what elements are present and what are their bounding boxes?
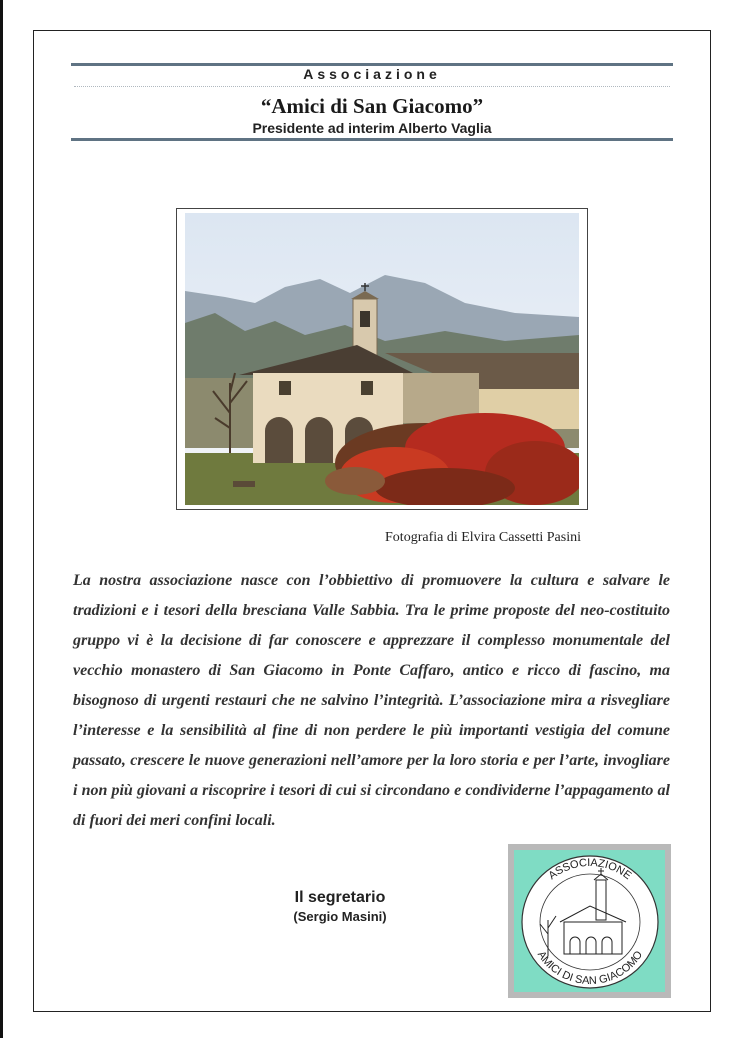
association-name: “Amici di San Giacomo” xyxy=(260,94,484,118)
signature-title: Il segretario xyxy=(294,889,386,906)
header-dotted-rule xyxy=(74,86,670,87)
signature-name: (Sergio Masini) xyxy=(293,909,387,924)
photo-caption: Fotografia di Elvira Cassetti Pasini xyxy=(385,530,581,545)
logo-bottom-text: AMICI DI SAN GIACOMO xyxy=(534,949,646,988)
header-bottom-rule xyxy=(71,138,673,141)
church-photo xyxy=(185,213,579,505)
page-left-edge xyxy=(0,0,3,1038)
association-description: La nostra associazione nasce con l’obbiettivo di promuovere la cultura e salvare le tradizioni e i tesori della bresciana Valle Sabbia. Tra le prime proposte del neo-costituito gruppo vi è la decisione di far conoscere e apprezzare il complesso monumentale del vecchio monastero di San Giacomo in Ponte Caffaro, antico e ricco di fascino, ma bisognoso di urgenti restauri che ne salvino l’integrità. L’associazione mira a risvegliare l’interesse e la sensibilità al fine di non perdere le più importanti vestigia del comune passato, crescere le nuove generazioni nell’amore per la loro storia e per l’arte, invogliare i non più giovani a riscoprire i tesori di cui si circondano e condividerne l’appagamento al di fuori dei meri confini locali. xyxy=(73,572,670,829)
association-label: Associazione xyxy=(303,66,441,82)
photo-frame xyxy=(176,208,588,510)
president-line: Presidente ad interim Alberto Vaglia xyxy=(252,120,492,136)
logo-emblem xyxy=(508,844,671,998)
logo-top-text: ASSOCIAZIONE xyxy=(546,856,634,883)
association-logo xyxy=(508,844,671,998)
